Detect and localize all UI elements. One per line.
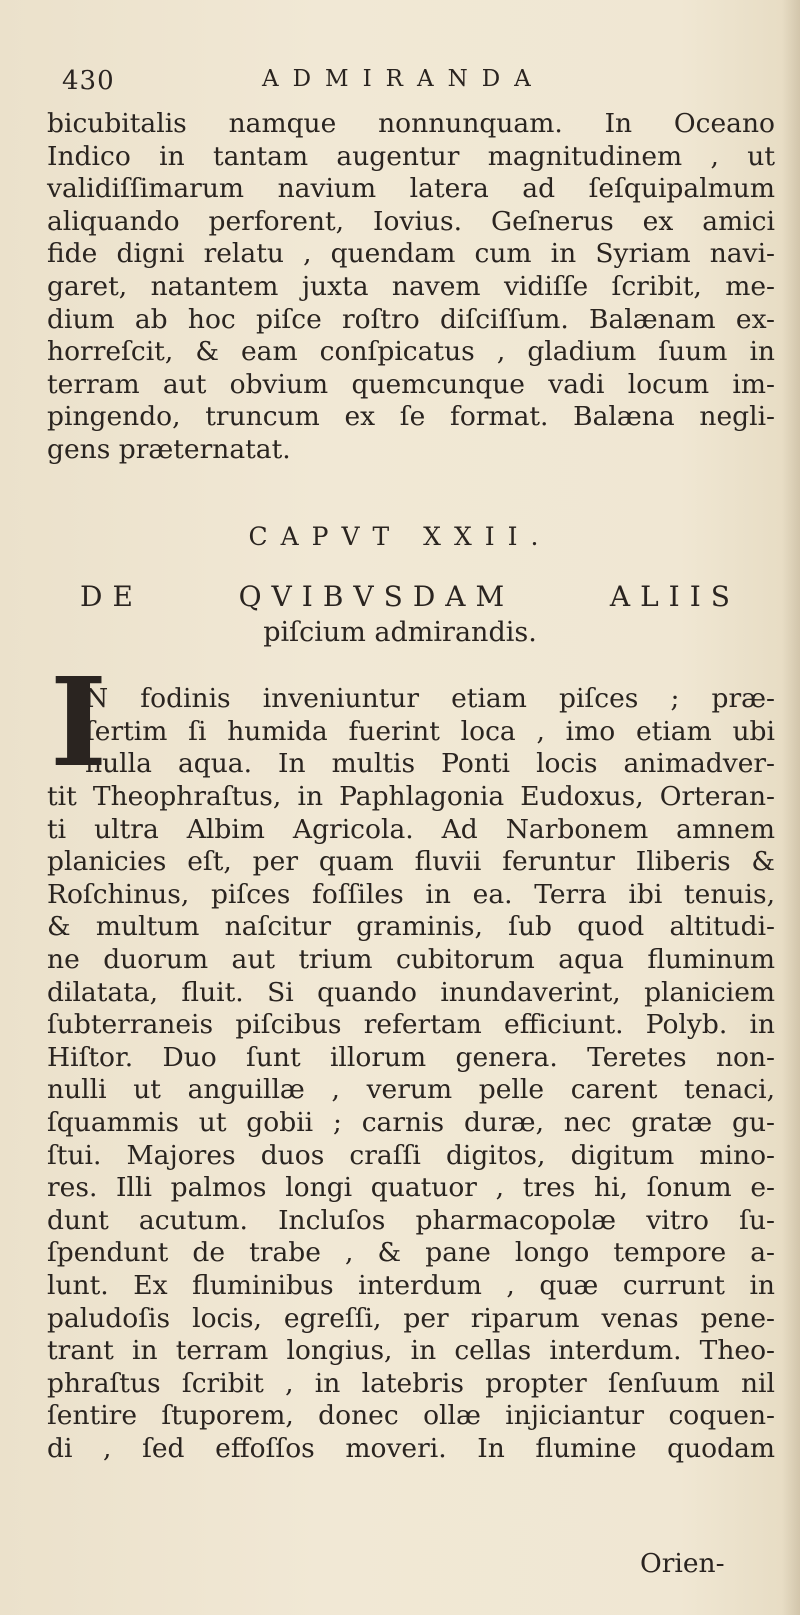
top-paragraph (47, 108, 775, 467)
chapter-subtitle: piſcium admirandis. (263, 617, 537, 648)
text-line: & multum naſcitur graminis, ſub quod altitudi- (47, 911, 775, 943)
text-line: fide digni relatu , quendam cum in Syriam navi- (47, 238, 775, 270)
text-line: Hiſtor. Duo ſunt illorum genera. Teretes non- (47, 1041, 775, 1073)
text-line: trant in terram longius, in cellas interdum. Theo- (47, 1335, 775, 1367)
text-line: lunt. Ex fluminibus interdum , quæ currunt in (47, 1269, 775, 1301)
text-line: tit Theophraſtus, in Paphlagonia Eudoxus, Orteran- (47, 781, 775, 812)
text-line: dunt acutum. Incluſos pharmacopolæ vitro ſu- (47, 1204, 775, 1236)
text-line: ſentire ſtuporem, donec ollæ injiciantur coquen- (47, 1400, 775, 1432)
text-line: Roſchinus, piſces foſſiles in ea. Terra ibi tenuis, (47, 878, 775, 910)
text-line: res. Illi palmos longi quatuor , tres hi, ſonum e- (47, 1172, 775, 1204)
text-line: di , ſed effoſſos moveri. In flumine quodam (47, 1432, 775, 1464)
text-line: bicubitalis namque nonnunquam. In Oceano (47, 108, 775, 139)
text-line: aliquando perforent, Iovius. Geſnerus ex amici (47, 205, 775, 237)
body-paragraph (47, 781, 775, 1465)
running-title: ADMIRANDA (262, 66, 545, 92)
text-line: nulli ut anguillæ , verum pelle carent tenaci, (47, 1074, 775, 1106)
text-line: Indico in tantam augentur magnitudinem , ut (47, 140, 775, 172)
first-lines (47, 683, 775, 781)
chapter-title: DE QVIBVSDAM ALIIS (80, 580, 740, 613)
text-line: ſubterraneis piſcibus refertam efficiunt. Polyb. in (47, 1009, 775, 1041)
page-number: 430 (62, 66, 115, 96)
text-line: pingendo, truncum ex ſe format. Balæna negli- (47, 401, 775, 433)
text-line: ſquammis ut gobii ; carnis duræ, nec gratæ gu- (47, 1106, 775, 1138)
catchword: Orien- (640, 1548, 725, 1579)
text-line: ſtui. Majores duos craſſi digitos, digitum mino- (47, 1139, 775, 1171)
text-line: ſpendunt de trabe , & pane longo tempore a- (47, 1237, 775, 1269)
page-header (62, 66, 762, 100)
text-line: ti ultra Albim Agricola. Ad Narbonem amnem (47, 813, 775, 845)
drop-cap: I (50, 650, 108, 794)
text-line: terram aut obvium quemcunque vadi locum im- (47, 368, 775, 400)
text-line: paludoſis locis, egreſſi, per riparum venas pene- (47, 1302, 775, 1334)
text-line: horreſcit, & eam conſpicatus , gladium ſuum in (47, 336, 775, 368)
text-line: gens præternatat. (47, 433, 291, 465)
chapter-number: CAPVT XXII. (248, 522, 552, 551)
text-line: ſertim ſi humida fuerint loca , imo etiam ubi (85, 715, 775, 747)
text-line: ne duorum aut trium cubitorum aqua fluminum (47, 943, 775, 975)
text-line: planicies eſt, per quam fluvii feruntur Iliberis & (47, 846, 775, 878)
text-line: garet, natantem juxta navem vidiſſe ſcribit, me- (47, 270, 775, 302)
text-line: validiſſimarum navium latera ad ſeſquipalmum (47, 173, 775, 205)
text-line: nulla aqua. In multis Ponti locis animadver- (85, 748, 775, 780)
text-line: dilatata, fluit. Si quando inundaverint, planiciem (47, 976, 775, 1008)
text-line: N fodinis inveniuntur etiam piſces ; præ- (85, 683, 775, 714)
text-line: phraſtus ſcribit , in latebris propter ſenſuum nil (47, 1367, 775, 1399)
text-line: dium ab hoc piſce roſtro diſciſſum. Balænam ex- (47, 303, 775, 335)
